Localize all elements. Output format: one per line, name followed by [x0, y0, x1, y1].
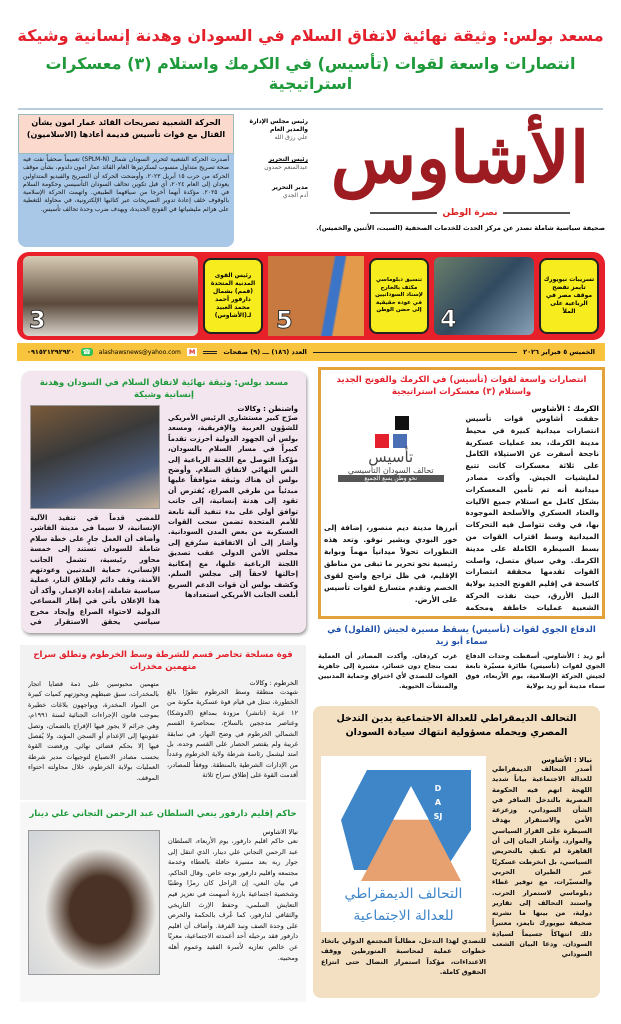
email-icon: M [188, 348, 196, 356]
article-title[interactable]: مسعد بولس: وثيقة نهائية لاتفاق السلام في السودان وهدنة إنسانية وشيكة [39, 378, 289, 400]
article-title[interactable]: الدفاع الجوي لقوات (تأسيس) يسقط مسيرة لجيش (الفلول) في سماء أبو زيد [327, 625, 596, 647]
teaser-text: تنسيق دبلوماسي مكثف بالخارج لإسناد السودانيين في عودة حقيقية إلى حضن الوطن [375, 277, 423, 314]
page-number: 4 [440, 305, 457, 333]
teaser-box[interactable] [369, 258, 429, 334]
staff-column [238, 118, 308, 200]
teaser-text: رئيس القوى المدنية المتحدة (قمم) بشمال دارفور أحمد محمد العبيد لـ(الأشاوس) [210, 272, 256, 319]
issue-date: الخميس ٥ فبراير ٢٠٢٦ [523, 348, 595, 356]
teaser-band [17, 252, 605, 340]
article-darfur [20, 802, 306, 1002]
phone-number: ٠٩١٥٢١٢٩٢٩٢٠ [27, 348, 75, 356]
tasis-logo [324, 404, 458, 522]
top-news-box [18, 114, 234, 247]
staff-role: مدير التحرير [271, 184, 308, 191]
dateline: نيالا : الأشاوس [541, 756, 592, 764]
article-dasj [313, 706, 600, 998]
article-police [20, 645, 306, 800]
staff-name: عبدالمنعم حمدون [264, 164, 308, 171]
staff-role: رئيس مجلس الإدارة والمدير العام [249, 118, 308, 133]
teaser-box[interactable] [203, 258, 263, 334]
article-body: متهمين محبوسين على ذمة قضايا اتجار بالمخدرات، سبق ضبطهم وبحوزتهم كميات كبيرة من المواد المخدرة، ويواجهون بلاغات خطيرة بموجب قانون الإجراءات الجنائية لسنة ١٩٩١م، وهي جرائم لا يجوز فيها الإفراج بالضمان، وتصل عقوبتها إلى الإعدام أو السجن المؤبد، ولا يُفصل فيها إلا بحكم قضائي نهائي. ورفضت القوة بحسب مصادر الانصياع لتوجيهات مدير شرطة العمليات بولاية الخرطوم، خلال محاولته احتواء الموقف. [28, 680, 159, 782]
teaser-text: تسريبات نيويورك تايمز تفضح موقف مصر في الرباعية على الملأ [543, 276, 595, 315]
dateline: واشنطن : وكالات [237, 405, 298, 413]
dateline: الكرمك : الأشاوس [531, 404, 599, 413]
email-address[interactable]: alashawsnews@yahoo.com [98, 348, 181, 356]
slogan-text: نصرة الوطن [442, 208, 498, 218]
article-body: غرب كردفان. وأكدت المصادر أن العملية تمت بنجاح دون خسائر، مشيرة إلى جاهزية القوات للتصدي لأي اختراق وحماية المدنيين والمنشآت الحيوية. [318, 652, 458, 690]
dasj-logo [321, 756, 486, 932]
issue-number: العدد (١٨٦) ـــ (٩) صفحات [223, 348, 307, 356]
logo-subtitle: تحالف السودان التأسيسي [347, 466, 434, 475]
teaser-photo [23, 256, 198, 336]
article-body: حققت أشاوس قوات تأسيس انتصارات ميدانية كبيرة في محيط مدينة الكرمك، بعد عمليات عسكرية ناجحة أسفرت عن الاستيلاء الكامل على ثلاثة معسكرات كانت تتبع لمليشيات الجيش. وأكدت مصادر ميدانية أنه تم تأمين المعسكرات بشكل كامل مع استلام جميع الآليات والعتاد العسكري والأسلحة الموجودة بها، في وقت تتواصل فيه التحركات الميدانية وسط اقتراب القوات من بسط السيطرة الكاملة على مدينة الكرمك. وفي سياق متصل، واصلت القوات تقدمها محققة انتصارات كاسحة في إقليم الفونج الجديد بولاية النيل الأزرق، حيث نفذت الحركة الشعبية عمليات خاطفة ومحكمة [465, 414, 599, 611]
article-title[interactable]: التحالف الديمقراطي للعدالة الاجتماعية يدين التدخل المصري ويحمله مسؤولية انتهاك سيادة السودان [336, 713, 577, 738]
dateline: نيالا الاشاوس [262, 828, 298, 836]
headline-block [10, 26, 611, 94]
tagline: صحيفة سياسية شاملة تصدر عن مركز الحدث للخدمات الصحفية (السبت، الأثنين والخميس). [316, 224, 605, 232]
logo-text: للعدالة الاجتماعية [353, 908, 454, 924]
staff-name: أدم الجدي [282, 192, 308, 199]
logo-motto: نحو وطن يسع الجميع [338, 475, 444, 482]
article-boulos [22, 371, 306, 633]
newspaper-logo: الأشاوس [330, 116, 590, 199]
info-bar [17, 343, 605, 361]
logo-text: تأسيس [368, 448, 414, 466]
article-body: نعى حاكم اقليم دارفور، يوم الأربعاء، السلطان عبد الرحمن التجاني علي دينار، الذي انتقل إلى جوار ربه بعد مسيرة حافلة بالعطاء وخدمة مجتمعه واقليم دارفور بوجه خاص. وقال الحاكم، في بيان النعي، إن الراحل كان رمزًا وطنيًا وشخصية اجتماعية بارزة أسهمت في تعزيز قيم التعايش السلمي، وحفظ الإرث التاريخي والثقافي لدارفور، كما عُرف بالحكمة والحرص على وحدة الصف ونبذ الفرقة. وأضاف أن اقليم دارفور فقد برحيله أحد أعمدته الاجتماعية، معربًا عن خالص تعازيه لأسرة الفقيد وعموم أهله ومحبيه. [168, 837, 298, 962]
article-title[interactable]: حاكم إقليم دارفور ينعي السلطان عبد الرحمن التجاني علي دينار [29, 809, 297, 819]
logo-letters: DASJ [433, 784, 443, 821]
top-news-body: أصدرت الحركة الشعبية لتحرير السودان شمال (SPLM-N) تعميماً صحفياً نفت فيه صحة تصريح متداول منسوب لسكرتيرها العام القائد عمار امون دلدوم، بشأن موقف الحركة من حرب ١٥ أبريل ٢٠٢٣. وأوضحت الحركة أن التصريح والفيديو المتداولين يعودان إلى العام ٢٠٢٤، أي قبل تكوين تحالف السودان التأسيسي وحكومة السلام في ٢٠٢٥. مؤكدة أنهما أخرجا من سياقهما الطبيعي. واتهمت الحركة الإسلامية بالوقوف خلف إعادة تدوير التصريحات عبر كتائبها الإلكترونية، في محاولة للتغطية على هزائم مليشياتها في الفونج الجديدة، ويهدف ضرب وحدة تحالف تأسيس. [18, 154, 234, 247]
article-karmak [318, 367, 605, 619]
sultan-photo [28, 830, 160, 975]
slogan [370, 208, 570, 218]
teaser-box[interactable] [539, 258, 599, 334]
article-body: للمضي قدماً في تنفيذ الآلية الإنسانية، لا سيما في مدينة الفاشر. وأضاف أن العمل جارٍ على خطة سلام شاملة للسودان تستند إلى خمسة محاور رئيسية، تشمل الجانب الإنساني، حماية المدنيين وعودتهم الآمنة، وقف دائم لإطلاق النار، عملية سياسية شاملة، إعادة الإعمار. وأكد أن هذا الإعلان يأتي في إطار المساعي الدولية لاحتواء الصراع وإيجاد مخرج سياسي يحقق الاستقرار في [30, 514, 160, 627]
main-headline-1: مسعد بولس: وثيقة نهائية لاتفاق السلام في السودان وهدنة إنسانية وشيكة [17, 26, 604, 45]
article-body: صرّح كبير مستشاري الرئيس الأمريكي للشؤون العربية والإفريقية، ومسعد بولس أن الجهود الدولية أحرزت تقدماً كبيراً في مسار السلام بالسودان، مؤكداً التوصل مع اللجنة الرباعية إلى النص النهائي لاتفاق السلام. وأوضح بولس أن هناك وثيقة متوافقاً عليها مبدئياً من طرفي الصراع، يُفترض أن تقود إلى هدنة إنسانية، إلى جانب توافق أولي على بدء تنفيذ آلية تابعة للأمم المتحدة تضمن سحب القوات العسكرية من بعض المدن السودانية. وأشار إلى أن الاتفاقية ستُرفع إلى مجلس الأمن الدولي عقب تصديق اللجنة الرباعية عليها، مع إمكانية إحالتها لاحقاً إلى مجلس السلم. وكشف بولس أن قوات الدعم السريع أبلغت الجانب الأمريكي استعدادها [168, 414, 298, 599]
article-air-defense [318, 624, 605, 702]
teaser-photo [434, 257, 534, 335]
main-headline-2: انتصارات واسعة لقوات (تأسيس) في الكرمك واستلام (٣) معسكرات استراتيجية [45, 54, 576, 93]
article-title[interactable]: قوة مسلحة تحاصر قسم للشرطة وسط الخرطوم وتطلق سراح متهمين مخدرات [33, 650, 293, 672]
teaser-map [268, 256, 364, 336]
page-number: 3 [29, 306, 46, 334]
whatsapp-icon: ☎ [82, 348, 91, 356]
page-number: 5 [276, 306, 293, 334]
article-title[interactable]: انتصارات واسعة لقوات (تأسيس) في الكرمك والفونج الجديد واستلام (٣) معسكرات استراتيجية [336, 375, 587, 397]
logo-text: التحالف الديمقراطي [344, 886, 463, 902]
article-body: أصدر التحالف الديمقراطي للعدالة الاجتماعية بياناً شديد اللهجة اتهم فيه الحكومة المصرية بالتدخل السافر في الشأن السوداني، وزعزعة الأمن والاستقرار بهدف السيطرة على القرار السياسي والموارد. وأشار البيان إلى أن القاهرة لم تكتفِ بالتحريض السياسي، بل انخرطت عسكريًا عبر الطيران الحربي والمسيّرات، مع توفير غطاء دبلوماسي لاستمرار الحرب. واستند التحالف إلى تقارير دولية، من بينها ما نشرته صحيفة نيويورك تايمز، معتبراً ذلك انتهاكاً جسيماً لسيادة السودان. ودعا البيان الشعب السوداني [492, 765, 592, 959]
staff-role: رئيس التحرير [268, 156, 308, 163]
staff-name: علي رزق الله [274, 134, 308, 141]
article-body: أبرزها مدينة ديم منصور، إضافة إلى خور البودي وبشير نوقو. وتعد هذه التطورات تحولاً ميدانياً مهماً وبوابة رئيسية نحو تحرير ما تبقى من مناطق الإقليم، في ظل تراجع واضح لقوى الخصم وتقدم متسارع لقوات تأسيس على الأرض. [324, 523, 458, 604]
article-body: شهدت منطقة وسط الخرطوم تطورًا بالغ الخطورة، تمثل في قيام قوة عسكرية مكونة من ١٢ عربة (تاتشر) مزودة بمدافع (الدوشكا) وعناصر مدججين بالسلاح، بمحاصرة القسم الشمالي الخرطوم في وضح النهار، في سابقة غريبة ولم يقتصر الحصار على القسم وحده، بل امتد ليشمل رئاسة شرطة ولاية الخرطوم وعدداً من الإدارات الشرطية بالمنطقة. ووفقاً للمصادر، أقدمت القوة على إطلاق سراح ثلاثة [167, 688, 298, 780]
dateline: الخرطوم : وكالات [249, 679, 298, 687]
boulos-photo [30, 405, 160, 509]
top-news-title: الحركة الشعبية تصريحات القائد عمار امون بشأن القتال مع قوات تأسيس قديمة أعادها (الاسلاميون) [18, 114, 234, 154]
article-body: أبو زيد : الأشاوس. أسقطت وحدات الدفاع الجوي لقوات (تأسيس) طائرة مسيّرة تابعة لجيش الحركة الإسلامية، يوم الأربعاء، فوق سماء مدينة أبو زيد بولاية [465, 652, 605, 690]
article-body: للتصدي لهذا التدخل، مطالباً المجتمع الدولي باتخاذ خطوات عملية لمحاسبة المتورطين ووقف الاعتداءات، مؤكداً استمرار النضال حتى انتزاع الحقوق كاملة. [321, 937, 486, 976]
